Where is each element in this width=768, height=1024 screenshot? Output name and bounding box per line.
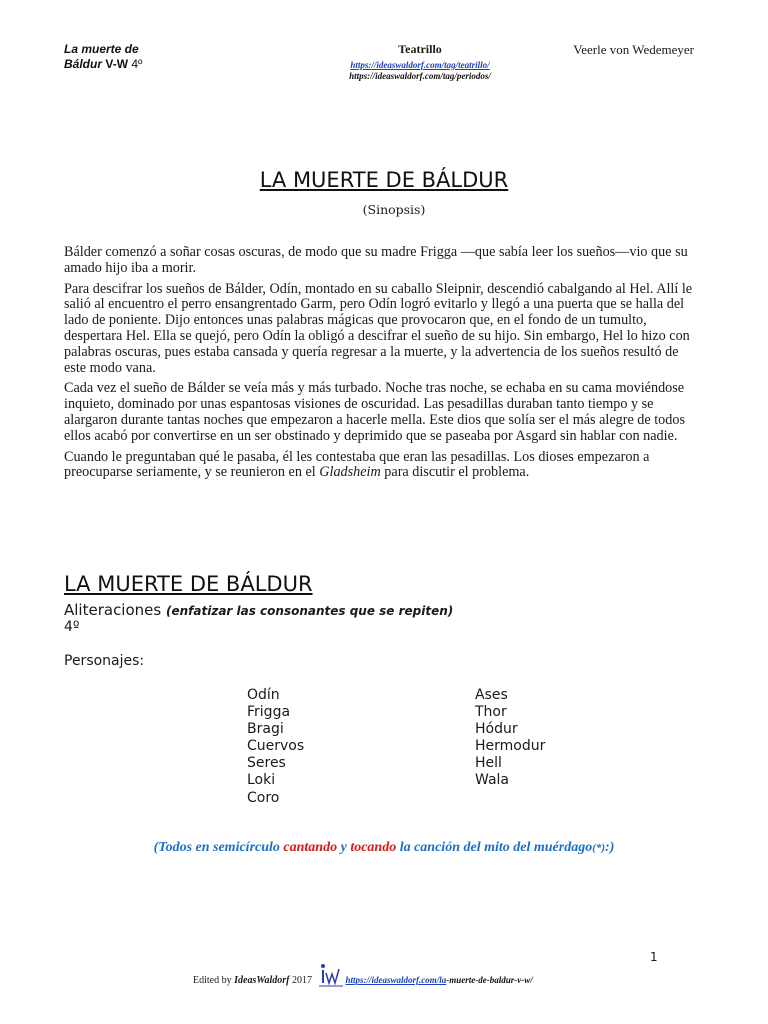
character-item: Hódur xyxy=(475,721,518,738)
character-item: Cuervos xyxy=(247,738,305,755)
header-link-teatrillo[interactable]: https://ideaswaldorf.com/tag/teatrillo/ xyxy=(350,60,490,70)
header-title-italic: Báldur xyxy=(64,57,103,71)
characters-column-2 xyxy=(475,687,545,790)
character-item: Hell xyxy=(475,755,502,772)
play-grade: 4º xyxy=(64,619,80,635)
footer-link-rest: -muerte-de-baldur-v-w/ xyxy=(446,975,533,985)
stage-cantando: cantando xyxy=(283,840,338,855)
character-item: Seres xyxy=(247,755,286,772)
character-item: Coro xyxy=(247,789,280,806)
page-number: 1 xyxy=(650,950,658,964)
synopsis-paragraph-1: Bálder comenzó a soñar cosas oscuras, de modo que su madre Frigga —que sabía leer los sueños—vio que su amado hijo iba a morir. xyxy=(64,244,688,276)
synopsis-paragraph-4 xyxy=(64,450,704,482)
synopsis-paragraph-2: Para descifrar los sueños de Bálder, Odín, montado en su caballo Sleipnir, descendió cabalgando al Hel. Allí le salió al encuentro el perro ensangrentado Garm, pero Odín logró evitarlo y llegó a una puerta que se halla del lado de poniente. Dijo entonces unas palabras mágicas que provocaron que, en el fondo de un tumulto, despertara Hel. Ella se quejó, pero Odín la obligó a descifrar el sueño de su hijo. Sin embargo, Hel lo hizo con palabras oscuras, pues estaba cansada y quería regresar a la muerte, y la advertencia de los sueños resultó de este modo vana. xyxy=(64,280,693,376)
footer-year: 2017 xyxy=(289,975,315,986)
stage-text-end: :) xyxy=(605,840,615,855)
character-item: Bragi xyxy=(247,721,284,738)
header-link-periodos[interactable]: https://ideaswaldorf.com/tag/periodos/ xyxy=(349,71,491,81)
header-title-grade: 4º xyxy=(131,57,143,71)
header-category: Teatrillo xyxy=(398,42,442,56)
header-title-vw: V-W xyxy=(105,57,129,71)
synopsis-title: LA MUERTE DE BÁLDUR xyxy=(259,168,509,192)
alliterations-line xyxy=(64,601,453,620)
header-title-line2 xyxy=(64,57,142,72)
header-author: Veerle von Wedemeyer xyxy=(573,42,694,57)
ideaswaldorf-logo-icon xyxy=(317,963,345,989)
stage-text-3: la canción del mito del muérdago xyxy=(396,840,593,855)
header-title-line1: La muerte de xyxy=(64,42,139,56)
synopsis-body xyxy=(64,245,704,486)
header-doc-title xyxy=(64,42,142,72)
p4-text-b: para discutir el problema. xyxy=(380,464,530,481)
character-item: Thor xyxy=(475,704,507,721)
characters-column-1 xyxy=(247,687,304,807)
character-item: Odín xyxy=(247,687,280,703)
synopsis-paragraph-3: Cada vez el sueño de Bálder se veía más y más turbado. Noche tras noche, se echaba en su cama moviéndose inquieto, dominado por unas espantosas visiones de oscuridad. Las pesadillas duraban tanto tiempo y se alargaron durante tantas noches que empezaron a hacerle mella. Este dios que solía ser el más alegre de todos ellos acabó por convertirse en un ser obstinado y deprimido que se paseaba por Asgard sin hablar con nadie. xyxy=(64,380,685,444)
character-item: Loki xyxy=(247,772,276,789)
character-item: Ases xyxy=(475,687,508,703)
p4-text-a: Cuando le preguntaban qué le pasaba, él les contestaba que eran las pesadillas. Los dioses empezaron a preocuparse seriamente, y se reunieron en el xyxy=(64,448,650,481)
footer-edited-by: Edited by xyxy=(193,975,235,986)
stage-direction xyxy=(0,840,768,856)
p4-gladsheim: Gladsheim xyxy=(319,464,381,481)
header-center xyxy=(290,42,550,82)
stage-text-1: (Todos en semicírculo xyxy=(153,840,284,855)
footer-credit xyxy=(193,960,533,986)
alliterations-hint: (enfatizar las consonantes que se repiten) xyxy=(166,604,454,618)
synopsis-subtitle: (Sinopsis) xyxy=(362,202,426,217)
stage-footnote-mark: (*) xyxy=(592,842,606,854)
stage-tocando: tocando xyxy=(350,840,397,855)
character-item: Frigga xyxy=(247,704,291,721)
character-item: Hermodur xyxy=(475,738,546,755)
stage-text-2: y xyxy=(337,840,351,855)
characters-label: Personajes: xyxy=(64,653,145,669)
play-title: LA MUERTE DE BÁLDUR xyxy=(64,572,313,596)
character-item: Wala xyxy=(475,772,509,789)
footer-brand: IdeasWaldorf xyxy=(234,975,290,986)
footer-link[interactable]: https://ideaswaldorf.com/la xyxy=(345,975,447,985)
alliterations-label: Aliteraciones xyxy=(64,601,162,619)
